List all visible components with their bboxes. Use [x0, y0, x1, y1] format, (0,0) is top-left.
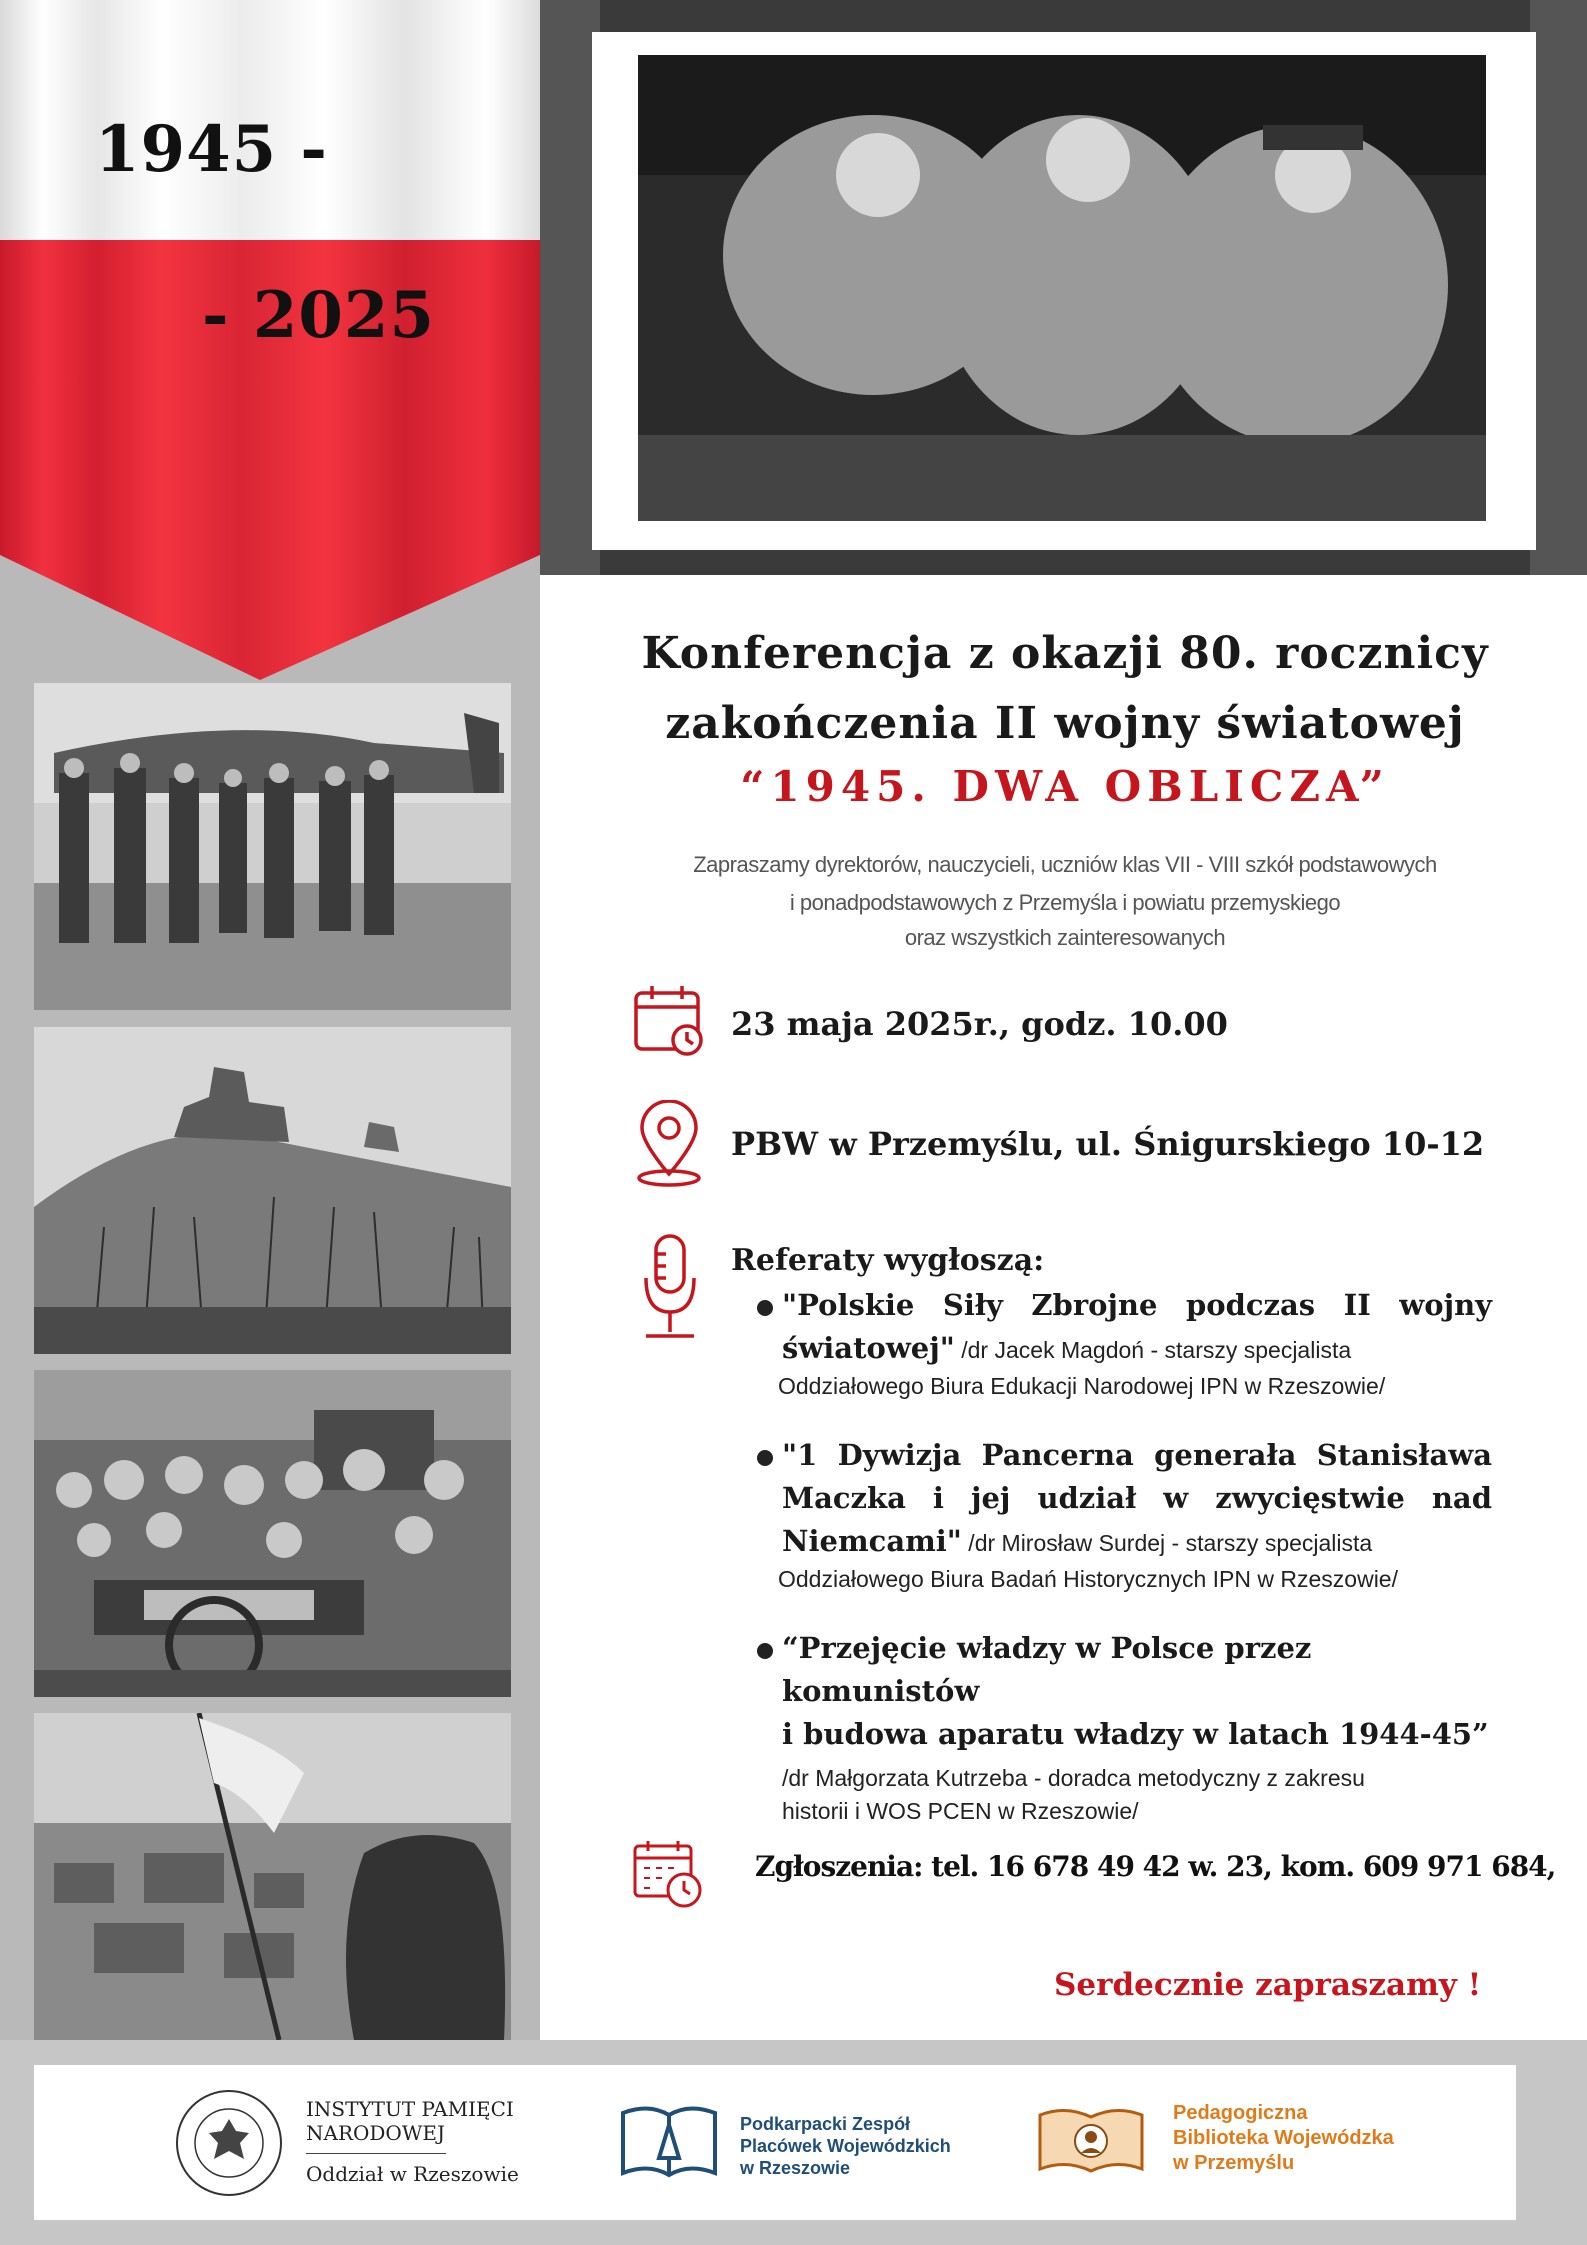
talk-2-bullet — [757, 1450, 773, 1466]
ipn-line1: INSTYTUT PAMIĘCI — [306, 2097, 514, 2121]
talk-2-title-line3: Niemcami" — [782, 1524, 962, 1558]
talk-3-author-line1: /dr Małgorzata Kutrzeba - doradca metodyczny z zakresu — [782, 1765, 1365, 1791]
talk-2 — [778, 1434, 1492, 1596]
talk-1-title-line2: światowej" — [782, 1331, 955, 1365]
pbw-line3: w Przemyślu — [1173, 2152, 1295, 2174]
talk-1-author: /dr Jacek Magdoń - starszy specjalista — [954, 1337, 1352, 1363]
invite-line1: Zapraszamy dyrektorów, nauczycieli, uczniów klas VII - VIII szkół podstawowych — [693, 852, 1437, 877]
pzpw-line3: w Rzeszowie — [740, 2158, 851, 2178]
footer-logos — [34, 2065, 1516, 2220]
event-title-line1: Konferencja z okazji 80. rocznicy — [641, 628, 1489, 679]
microphone-icon — [640, 1232, 700, 1342]
pbw-name — [1173, 2101, 1394, 2176]
photo-yalta-leaders — [638, 55, 1486, 521]
invite-line2: i ponadpodstawowych z Przemyśla i powiatu przemyskiego — [789, 890, 1341, 915]
calendar-icon — [632, 983, 707, 1058]
registration-contact: Zgłoszenia: tel. 16 678 49 42 w. 23, kom. 609 971 684, — [755, 1850, 1556, 1883]
talk-3 — [782, 1627, 1492, 1828]
talk-2-title-line1: "1 Dywizja Pancerna generała Stanisława — [782, 1438, 1492, 1472]
pbw-line2: Biblioteka Wojewódzka — [1173, 2127, 1394, 2149]
pbw-line1: Pedagogiczna — [1173, 2102, 1308, 2124]
ipn-seal-icon — [174, 2083, 284, 2203]
book-pen-icon — [619, 2103, 719, 2183]
photo-ruins — [34, 1027, 511, 1354]
pzpw-line1: Podkarpacki Zespół — [740, 2114, 911, 2134]
photo-pilots — [34, 683, 511, 1010]
event-place: PBW w Przemyślu, ul. Śnigurskiego 10-12 — [731, 1125, 1485, 1163]
photo-flag-city — [34, 1713, 511, 2040]
ipn-divider — [306, 2153, 446, 2154]
talk-3-bullet — [757, 1643, 773, 1659]
year-end: - 2025 — [202, 278, 435, 353]
talk-3-title-line2: i budowa aparatu władzy w latach 1944-45” — [782, 1717, 1489, 1751]
year-start: 1945 - — [95, 112, 328, 187]
closing-invitation: Serdecznie zapraszamy ! — [1054, 1967, 1482, 2003]
talk-2-author-line2: Oddziałowego Biura Badań Historycznych IPN w Rzeszowie/ — [778, 1566, 1398, 1592]
book-portrait-icon — [1036, 2107, 1146, 2177]
talk-1-title-line1: "Polskie Siły Zbrojne podczas II wojny — [782, 1288, 1492, 1322]
talk-1 — [778, 1284, 1492, 1403]
talk-3-title-line1: “Przejęcie władzy w Polsce przez komunistów — [782, 1631, 1312, 1708]
invite-line3: oraz wszystkich zainteresowanych — [904, 925, 1226, 950]
event-date: 23 maja 2025r., godz. 10.00 — [731, 1005, 1228, 1043]
photo-crowd — [34, 1370, 511, 1697]
talk-1-bullet — [757, 1300, 773, 1316]
left-column — [0, 0, 540, 2040]
event-title-line2: zakończenia II wojny światowej — [665, 698, 1465, 749]
talk-2-author: /dr Mirosław Surdej - starszy specjalista — [961, 1530, 1373, 1556]
event-subtitle: “1945. DWA OBLICZA” — [740, 762, 1390, 811]
talk-1-author-line2: Oddziałowego Biura Edukacji Narodowej IPN w Rzeszowie/ — [778, 1373, 1386, 1399]
calendar-clock-icon — [632, 1838, 704, 1910]
location-pin-icon — [632, 1100, 707, 1188]
talk-3-author-line2: historii i WOS PCEN w Rzeszowie/ — [782, 1798, 1139, 1824]
ipn-line2: NARODOWEJ — [306, 2121, 446, 2145]
ipn-name — [306, 2097, 519, 2186]
talk-2-title-line2: Maczka i jej udział w zwycięstwie nad — [782, 1481, 1492, 1515]
pzpw-line2: Placówek Wojewódzkich — [740, 2136, 951, 2156]
ipn-line3: Oddział w Rzeszowie — [306, 2162, 519, 2186]
pzpw-name — [740, 2113, 951, 2179]
talks-heading: Referaty wygłoszą: — [731, 1243, 1045, 1278]
